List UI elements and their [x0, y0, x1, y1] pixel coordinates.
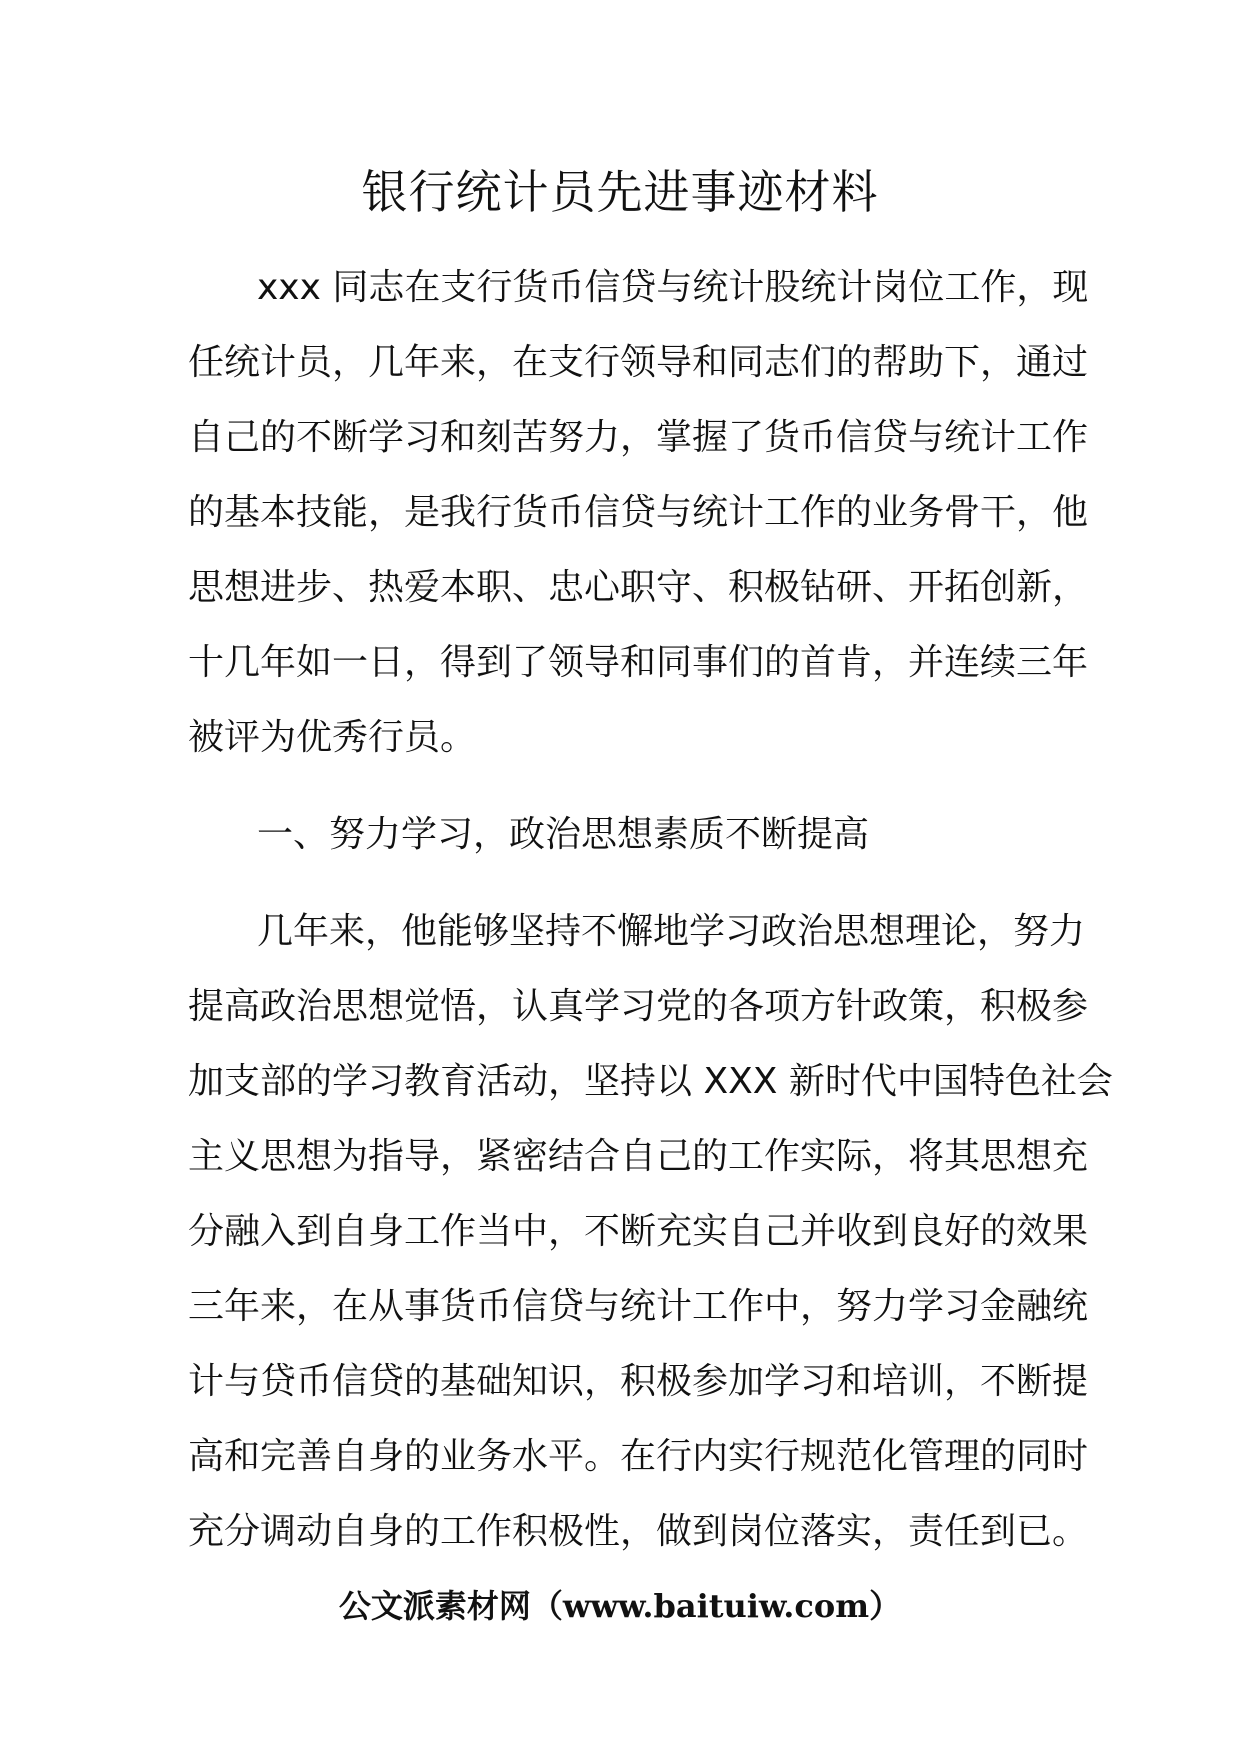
paragraph-line: xxx 同志在支行货币信贷与统计股统计岗位工作，现 [257, 267, 1089, 308]
paragraph-spacer [188, 775, 1058, 797]
paragraph-spacer [188, 872, 1058, 894]
paragraph-line: 高和完善自身的业务水平。在行内实行规范化管理的同时 [188, 1436, 1089, 1477]
paragraph-line: 任统计员，几年来，在支行领导和同志们的帮助下，通过 [188, 342, 1089, 383]
section-heading: 一、努力学习，政治思想素质不断提高 [257, 814, 870, 855]
paragraph-section-one [188, 894, 1113, 1569]
paragraph-line: 被评为优秀行员。 [188, 717, 477, 758]
paragraph-line: 计与贷币信贷的基础知识，积极参加学习和培训，不断提 [188, 1361, 1089, 1402]
paragraph-intro [188, 250, 1089, 775]
paragraph-line: 几年来，他能够坚持不懈地学习政治思想理论，努力 [257, 911, 1086, 952]
paragraph-line: 思想进步、热爱本职、忠心职守、积极钻研、开拓创新， [188, 567, 1089, 608]
paragraph-line: 主义思想为指导，紧密结合自己的工作实际，将其思想充 [188, 1136, 1089, 1177]
paragraph-line: 分融入到自身工作当中，不断充实自己并收到良好的效果 [188, 1211, 1089, 1252]
footer-source-credit: 公文派素材网（www.baituiw.com） [338, 1587, 902, 1625]
paragraph-line: 充分调动自身的工作积极性，做到岗位落实，责任到已。 [188, 1511, 1089, 1552]
paragraph-line: 提高政治思想觉悟，认真学习党的各项方针政策，积极参 [188, 986, 1089, 1027]
document-title: 银行统计员先进事迹材料 [361, 165, 879, 219]
paragraph-line: 自己的不断学习和刻苦努力，掌握了货币信贷与统计工作 [188, 417, 1089, 458]
document-body [188, 250, 1113, 1569]
paragraph-line: 十几年如一日，得到了领导和同事们的首肯，并连续三年 [188, 642, 1089, 683]
paragraph-line: 的基本技能，是我行货币信贷与统计工作的业务骨干，他 [188, 492, 1089, 533]
paragraph-line: 加支部的学习教育活动，坚持以 XXX 新时代中国特色社会 [188, 1061, 1113, 1102]
paragraph-line: 三年来，在从事货币信贷与统计工作中，努力学习金融统 [188, 1286, 1089, 1327]
